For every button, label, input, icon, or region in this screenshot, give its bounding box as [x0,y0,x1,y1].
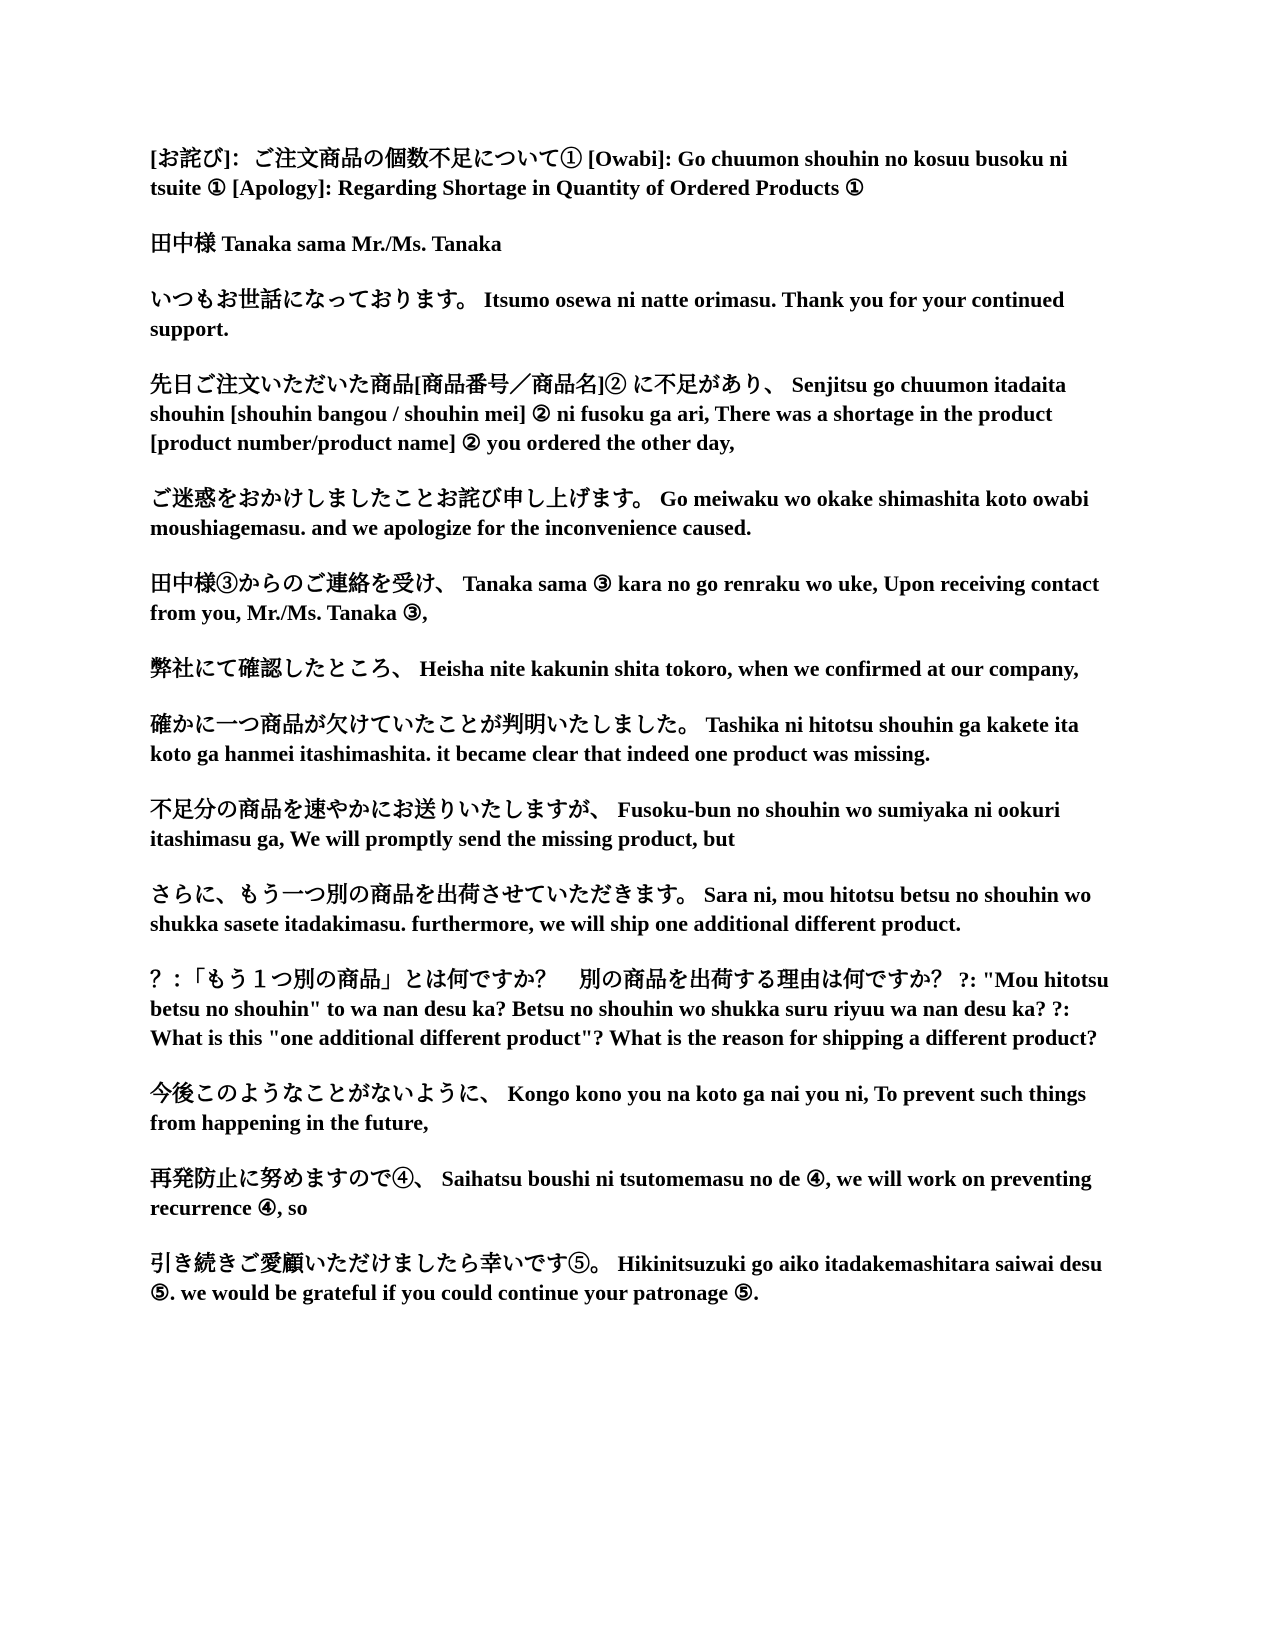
title-paragraph [150,144,1112,202]
body-paragraph [150,1079,1112,1137]
paragraph-text: 引き続きご愛顧いただけましたら幸いです⑤。 Hikinitsuzuki go aiko itadakemashitara saiwai desu ⑤. we would be grateful if you could continue your patronage ⑤. [150,1251,1103,1305]
closing-paragraph [150,1249,1112,1307]
body-paragraph [150,370,1112,457]
paragraph-text: さらに、もう一つ別の商品を出荷させていただきます。 Sara ni, mou hitotsu betsu no shouhin wo shukka sasete itadakimasu. furthermore, we will ship one additional different product. [150,882,1092,936]
body-paragraph [150,795,1112,853]
paragraph-text: ご迷惑をおかけしましたことお詫び申し上げます。 Go meiwaku wo okake shimashita koto owabi moushiagemasu. and we apologize for the inconvenience caused. [150,486,1089,540]
body-paragraph [150,880,1112,938]
paragraph-text: 確かに一つ商品が欠けていたことが判明いたしました。 Tashika ni hitotsu shouhin ga kakete ita koto ga hanmei itashimashita. it became clear that indeed one product was missing. [150,712,1079,766]
body-paragraph [150,1164,1112,1222]
salutation-paragraph [150,229,1112,258]
paragraph-text: 不足分の商品を速やかにお送りいたしますが、 Fusoku-bun no shouhin wo sumiyaka ni ookuri itashimasu ga, We will promptly send the missing product, but [150,797,1061,851]
paragraph-text: 先日ご注文いただいた商品[商品番号／商品名]② に不足があり、 Senjitsu go chuumon itadaita shouhin [shouhin bangou / shouhin mei] ② ni fusoku ga ari, There was a shortage in the product [product number/product name] ② you ordered the other day, [150,372,1067,455]
body-paragraph [150,710,1112,768]
paragraph-text: [お詫び]：ご注文商品の個数不足について① [Owabi]: Go chuumon shouhin no kosuu busoku ni tsuite ① [Apology]: Regarding Shortage in Quantity of Ordered Products ① [150,146,1068,200]
paragraph-text: 今後このようなことがないように、 Kongo kono you na koto ga nai you ni, To prevent such things from happening in the future, [150,1081,1087,1135]
body-paragraph [150,484,1112,542]
paragraph-text: 再発防止に努めますので④、 Saihatsu boushi ni tsutomemasu no de ④, we will work on preventing recurrence ④, so [150,1166,1092,1220]
body-paragraph [150,569,1112,627]
paragraph-text: 田中様③からのご連絡を受け、 Tanaka sama ③ kara no go renraku wo uke, Upon receiving contact from you, Mr./Ms. Tanaka ③, [150,571,1100,625]
question-paragraph [150,965,1112,1052]
paragraph-text: いつもお世話になっております。 Itsumo osewa ni natte orimasu. Thank you for your continued support. [150,287,1065,341]
body-paragraph [150,654,1112,683]
paragraph-text: ？：「もう１つ別の商品」とは何ですか？ 別の商品を出荷する理由は何ですか？ ?: "Mou hitotsu betsu no shouhin" to wa nan desu ka? Betsu no shouhin wo shukka suru riyuu wa nan desu ka? ?: What is this "one additional different product"? What is the reason for shipping a different product? [150,967,1109,1050]
paragraph-text: 弊社にて確認したところ、 Heisha nite kakunin shita tokoro, when we confirmed at our company, [150,656,1079,681]
greeting-paragraph [150,285,1112,343]
document-body [150,144,1112,1334]
paragraph-text: 田中様 Tanaka sama Mr./Ms. Tanaka [150,231,502,256]
